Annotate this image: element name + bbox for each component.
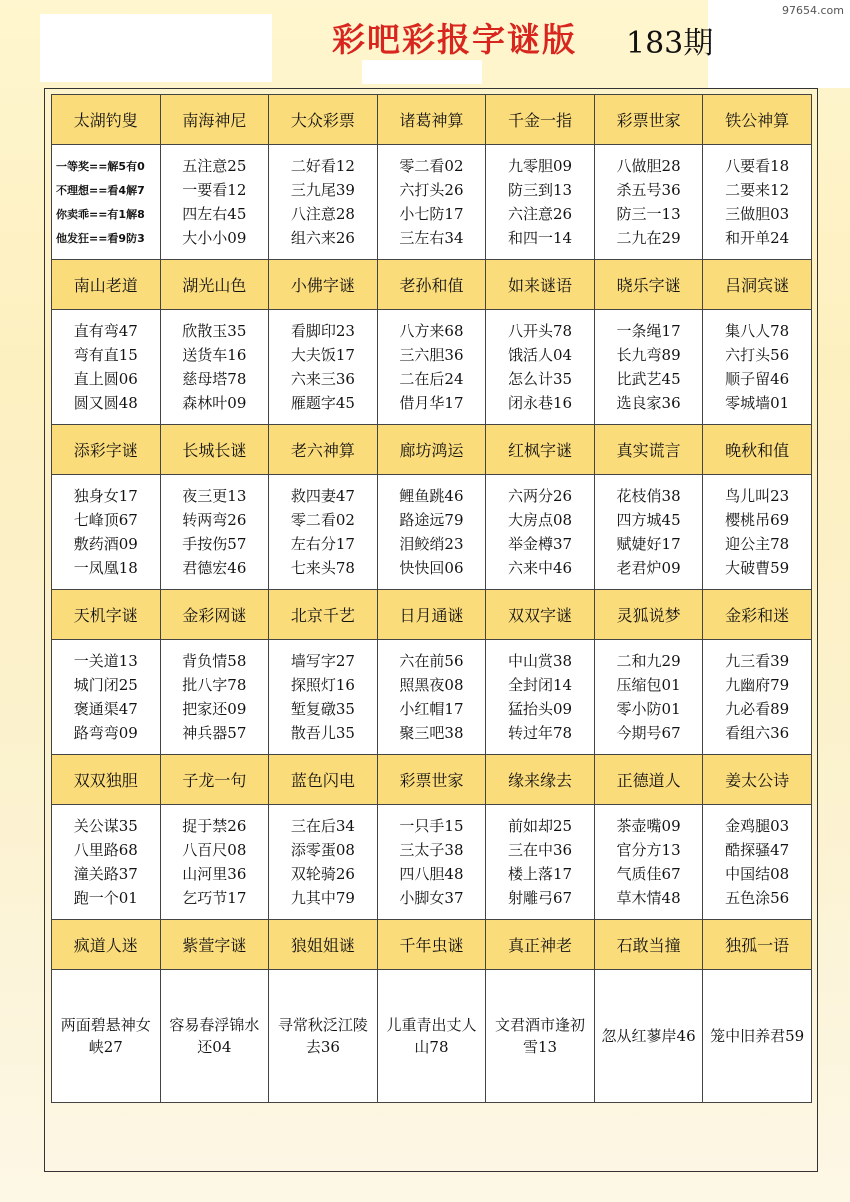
riddle-line: 三在中36 [507,840,573,859]
riddle-cell [160,805,269,920]
riddle-line: 捉于禁26 [182,816,247,835]
riddle-line: 左右分17 [290,534,355,553]
riddle-cell [269,805,378,920]
riddle-line: 一关道13 [73,651,138,670]
riddle-line: 探照灯16 [290,675,355,694]
riddle-line: 和开单24 [725,228,790,247]
riddle-cell [160,475,269,590]
column-header: 双双字谜 [486,590,595,640]
riddle-lines [161,321,269,414]
riddle-lines [703,651,811,744]
riddle-line: 四八胆48 [399,864,464,883]
riddle-line: 不理想==看4解7 [56,183,145,197]
column-header: 缘来缘去 [486,755,595,805]
riddle-cell [269,310,378,425]
riddle-line: 褒通渠47 [73,699,138,718]
column-header: 诸葛神算 [377,95,486,145]
riddle-line: 猛抬头09 [507,699,573,718]
riddle-line: 寻常秋泛江陵去36 [277,1016,368,1056]
riddle-lines [52,486,160,579]
column-header: 添彩字谜 [52,425,161,475]
riddle-cell [269,475,378,590]
riddle-line: 六注意26 [507,204,573,223]
column-header: 南山老道 [52,260,161,310]
riddle-line: 花枝俏38 [616,486,681,505]
riddle-cell [269,640,378,755]
riddle-line: 一条绳17 [616,321,681,340]
column-header: 晓乐字谜 [594,260,703,310]
riddle-cell [52,310,161,425]
riddle-line: 转两弯26 [182,510,247,529]
riddle-line: 金鸡腿03 [725,816,790,835]
riddle-cell [594,145,703,260]
riddle-cell [377,145,486,260]
riddle-lines [161,156,269,249]
column-header: 太湖钓叟 [52,95,161,145]
riddle-line: 路途远79 [399,510,464,529]
riddle-line: 小脚女37 [399,888,464,907]
riddle-lines [269,156,377,249]
riddle-line: 直有弯47 [73,321,138,340]
riddle-line: 容易春浮锦水还04 [169,1016,260,1056]
riddle-line: 赋婕好17 [616,534,681,553]
riddle-lines [378,816,486,909]
riddle-cell [52,970,161,1103]
riddle-line: 他发狂==看9防3 [56,231,145,245]
riddle-cell [594,475,703,590]
riddle-line: 背负情58 [182,651,247,670]
riddle-line: 组六来26 [290,228,355,247]
riddle-line: 零二看02 [399,156,464,175]
mid-blank-strip [362,60,482,84]
riddle-line: 一凤凰18 [73,558,138,577]
riddle-line: 举金樽37 [507,534,573,553]
riddle-line: 零小防01 [616,699,681,718]
header-row [52,260,812,310]
riddle-line: 气质佳67 [616,864,681,883]
riddle-line: 九其中79 [290,888,355,907]
column-header: 南海神尼 [160,95,269,145]
riddle-line: 二好看12 [290,156,355,175]
riddle-line: 选良家36 [616,393,681,412]
riddle-cell [52,640,161,755]
riddle-lines [486,816,594,909]
watermark-text: 97654.com [782,4,844,17]
issue-number: 183期 [626,26,714,61]
riddle-cell [377,310,486,425]
riddle-cell [160,310,269,425]
column-header: 独孤一语 [703,920,812,970]
riddle-lines [269,651,377,744]
riddle-line: 欣散玉35 [182,321,247,340]
riddle-line: 茶壶嘴09 [616,816,681,835]
column-header: 灵狐说梦 [594,590,703,640]
riddle-lines [486,651,594,744]
column-header: 子龙一句 [160,755,269,805]
riddle-lines [52,321,160,414]
riddle-cell [594,970,703,1103]
riddle-line: 八里路68 [73,840,138,859]
riddle-lines [52,651,160,744]
riddle-line: 城门闭25 [73,675,138,694]
riddle-line: 散吾儿35 [290,723,355,742]
riddle-cell [703,640,812,755]
riddle-line: 闭永巷16 [507,393,573,412]
riddle-cell [269,145,378,260]
riddle-cell [486,805,595,920]
riddle-line: 饿活人04 [507,345,573,364]
riddle-line: 弯有直15 [73,345,138,364]
top-left-blank-panel [40,14,272,82]
riddle-line: 忽从红蓼岸46 [601,1027,696,1045]
riddle-lines [378,651,486,744]
column-header: 千金一指 [486,95,595,145]
column-header: 老孙和值 [377,260,486,310]
riddle-line: 鸟儿叫23 [725,486,790,505]
riddle-cell [377,805,486,920]
riddle-line: 八百尺08 [182,840,247,859]
riddle-line: 五色涂56 [725,888,790,907]
riddle-cell [594,805,703,920]
riddle-line: 压缩包01 [616,675,681,694]
riddle-line: 关公谋35 [73,816,138,835]
riddle-line: 堑复礅35 [290,699,355,718]
riddle-line: 比武艺45 [616,369,681,388]
riddle-lines [161,816,269,909]
riddle-cell [594,310,703,425]
riddle-line: 大小小09 [182,228,247,247]
riddle-line: 大破曹59 [725,558,790,577]
riddle-line: 大房点08 [507,510,573,529]
riddle-line: 笼中旧养君59 [710,1027,805,1045]
riddle-lines [703,321,811,414]
riddle-line: 三太子38 [399,840,464,859]
content-row [52,970,812,1103]
riddle-lines [595,486,703,579]
page-title: 彩吧彩报字谜版 [332,20,577,59]
riddle-lines [703,156,811,249]
riddle-line: 前如却25 [507,816,573,835]
riddle-line: 六打头26 [399,180,464,199]
riddle-line: 三在后34 [290,816,355,835]
riddle-cell [160,145,269,260]
riddle-line: 六来三36 [290,369,355,388]
riddle-line: 八方来68 [399,321,464,340]
content-row [52,475,812,590]
riddle-line: 慈母塔78 [182,369,247,388]
riddle-lines [269,486,377,579]
riddle-lines [486,321,594,414]
riddle-line: 乞巧节17 [182,888,247,907]
riddle-lines [269,321,377,414]
riddle-lines [161,486,269,579]
header-row [52,755,812,805]
riddle-line: 和四一14 [507,228,573,247]
riddle-line: 中山赏38 [507,651,573,670]
column-header: 彩票世家 [594,95,703,145]
riddle-cell [160,640,269,755]
riddle-line: 小七防17 [399,204,464,223]
header-row [52,590,812,640]
riddle-lines [378,156,486,249]
content-row [52,640,812,755]
riddle-line: 三做胆03 [725,204,790,223]
riddle-line: 全封闭14 [507,675,573,694]
riddle-cell [486,475,595,590]
riddle-line: 三左右34 [399,228,464,247]
column-header: 千年虫谜 [377,920,486,970]
header-row [52,920,812,970]
column-header: 石敢当撞 [594,920,703,970]
riddle-line: 双轮骑26 [290,864,355,883]
riddle-line: 防三一13 [616,204,681,223]
riddle-line: 敷药酒09 [73,534,138,553]
riddle-line: 跑一个01 [73,888,138,907]
content-row [52,310,812,425]
riddle-cell [486,145,595,260]
riddle-line: 八开头78 [507,321,573,340]
riddle-line: 批八字78 [182,675,247,694]
riddle-line: 小红帽17 [399,699,464,718]
riddle-line: 酷探骚47 [725,840,790,859]
riddle-line: 看脚印23 [290,321,355,340]
riddle-line: 九必看89 [725,699,790,718]
riddle-line: 七峰顶67 [73,510,138,529]
column-header: 大众彩票 [269,95,378,145]
riddle-line: 怎么计35 [507,369,573,388]
riddle-lines [595,651,703,744]
riddle-line: 把家还09 [182,699,247,718]
riddle-line: 六打头56 [725,345,790,364]
column-header: 长城长谜 [160,425,269,475]
column-header: 红枫字谜 [486,425,595,475]
column-header: 如来谜语 [486,260,595,310]
column-header: 金彩网谜 [160,590,269,640]
riddle-line: 二和九29 [616,651,681,670]
riddle-line: 转过年78 [507,723,573,742]
header-row [52,95,812,145]
riddle-line: 借月华17 [399,393,464,412]
riddle-line: 八注意28 [290,204,355,223]
riddle-line: 零城墙01 [725,393,790,412]
riddle-cell [703,805,812,920]
riddle-line: 一要看12 [182,180,247,199]
riddle-line: 九零胆09 [507,156,573,175]
riddle-line: 手按伤57 [182,534,247,553]
riddle-cell [486,970,595,1103]
riddle-lines [703,816,811,909]
column-header: 彩票世家 [377,755,486,805]
column-header: 姜太公诗 [703,755,812,805]
riddle-lines [269,816,377,909]
riddle-line: 看组六36 [725,723,790,742]
riddle-line: 你卖乖==有1解8 [56,207,145,221]
riddle-line: 一只手15 [399,816,464,835]
riddle-cell [486,310,595,425]
riddle-line: 今期号67 [616,723,681,742]
riddle-lines [52,156,160,249]
riddle-line: 四方城45 [616,510,681,529]
header-row [52,425,812,475]
column-header: 晚秋和值 [703,425,812,475]
column-header: 天机字谜 [52,590,161,640]
riddle-line: 六来中46 [507,558,573,577]
riddle-line: 六在前56 [399,651,464,670]
riddle-cell [377,475,486,590]
riddle-cell [52,475,161,590]
riddle-line: 二要来12 [725,180,790,199]
column-header: 真实谎言 [594,425,703,475]
riddle-line: 樱桃吊69 [725,510,790,529]
riddle-line: 大夫饭17 [290,345,355,364]
riddle-line: 杀五号36 [616,180,681,199]
riddle-cell [377,970,486,1103]
riddle-line: 圆又圆48 [73,393,138,412]
riddle-line: 森林叶09 [182,393,247,412]
column-header: 廊坊鸿运 [377,425,486,475]
column-header: 湖光山色 [160,260,269,310]
column-header: 金彩和迷 [703,590,812,640]
riddle-line: 君德宏46 [182,558,247,577]
content-row [52,805,812,920]
riddle-line: 儿重青出丈人山78 [386,1016,477,1056]
riddle-line: 集八人78 [725,321,790,340]
column-header: 狼姐姐谜 [269,920,378,970]
riddle-line: 官分方13 [616,840,681,859]
content-row [52,145,812,260]
riddle-line: 送货车16 [182,345,247,364]
riddle-line: 楼上落17 [507,864,573,883]
column-header: 正德道人 [594,755,703,805]
riddle-line: 三六胆36 [399,345,464,364]
riddle-line: 防三到13 [507,180,573,199]
riddle-line: 神兵器57 [182,723,247,742]
riddle-line: 救四妻47 [290,486,355,505]
riddle-line: 二在后24 [399,369,464,388]
riddle-line: 聚三吧38 [399,723,464,742]
riddle-lines [486,156,594,249]
column-header: 小佛字谜 [269,260,378,310]
riddle-line: 直上圆06 [73,369,138,388]
riddle-cell [703,475,812,590]
riddle-line: 七来头78 [290,558,355,577]
riddle-cell [377,640,486,755]
riddle-line: 快快回06 [399,558,464,577]
column-header: 吕洞宾谜 [703,260,812,310]
riddle-cell [703,970,812,1103]
riddle-line: 路弯弯09 [73,723,138,742]
riddle-line: 雁题字45 [290,393,355,412]
riddle-cell [269,970,378,1103]
riddle-lines [595,156,703,249]
riddle-line: 九三看39 [725,651,790,670]
riddle-line: 墙写字27 [290,651,355,670]
riddle-cell [52,145,161,260]
riddle-line: 四左右45 [182,204,247,223]
riddle-line: 迎公主78 [725,534,790,553]
riddle-line: 八要看18 [725,156,790,175]
riddle-line: 中国结08 [725,864,790,883]
riddle-line: 潼关路37 [73,864,138,883]
riddle-line: 一等奖==解5有0 [56,159,145,173]
riddle-line: 零二看02 [290,510,355,529]
riddle-lines [378,486,486,579]
riddle-lines [161,651,269,744]
riddle-line: 独身女17 [73,486,138,505]
riddle-line: 泪鲛绡23 [399,534,464,553]
riddle-lines [378,321,486,414]
riddle-line: 八做胆28 [616,156,681,175]
riddle-lines [486,486,594,579]
riddle-line: 二九在29 [616,228,681,247]
column-header: 老六神算 [269,425,378,475]
riddle-line: 射雕弓67 [507,888,573,907]
riddle-line: 草木情48 [616,888,681,907]
riddle-lines [595,321,703,414]
riddle-line: 山河里36 [182,864,247,883]
riddle-line: 顺子留46 [725,369,790,388]
riddle-line: 照黑夜08 [399,675,464,694]
riddle-line: 五注意25 [182,156,247,175]
riddle-cell [703,310,812,425]
column-header: 双双独胆 [52,755,161,805]
riddle-line: 添零蛋08 [290,840,355,859]
column-header: 北京千艺 [269,590,378,640]
riddle-cell [52,805,161,920]
riddle-line: 两面碧悬神女峡27 [60,1016,151,1056]
riddle-line: 老君炉09 [616,558,681,577]
riddle-cell [486,640,595,755]
column-header: 铁公神算 [703,95,812,145]
riddle-line: 长九弯89 [616,345,681,364]
riddle-cell [594,640,703,755]
riddle-line: 三九尾39 [290,180,355,199]
column-header: 真正神老 [486,920,595,970]
column-header: 日月通谜 [377,590,486,640]
riddle-cell [703,145,812,260]
riddle-line: 文君酒市逢初雪13 [495,1016,586,1056]
riddle-line: 九幽府79 [725,675,790,694]
riddle-line: 六两分26 [507,486,573,505]
riddle-lines [52,816,160,909]
riddle-line: 鲤鱼跳46 [399,486,464,505]
riddle-line: 夜三更13 [182,486,247,505]
riddle-table [51,94,812,1103]
column-header: 紫萱字谜 [160,920,269,970]
riddle-lines [703,486,811,579]
riddle-cell [160,970,269,1103]
column-header: 蓝色闪电 [269,755,378,805]
riddle-lines [595,816,703,909]
column-header: 疯道人迷 [52,920,161,970]
